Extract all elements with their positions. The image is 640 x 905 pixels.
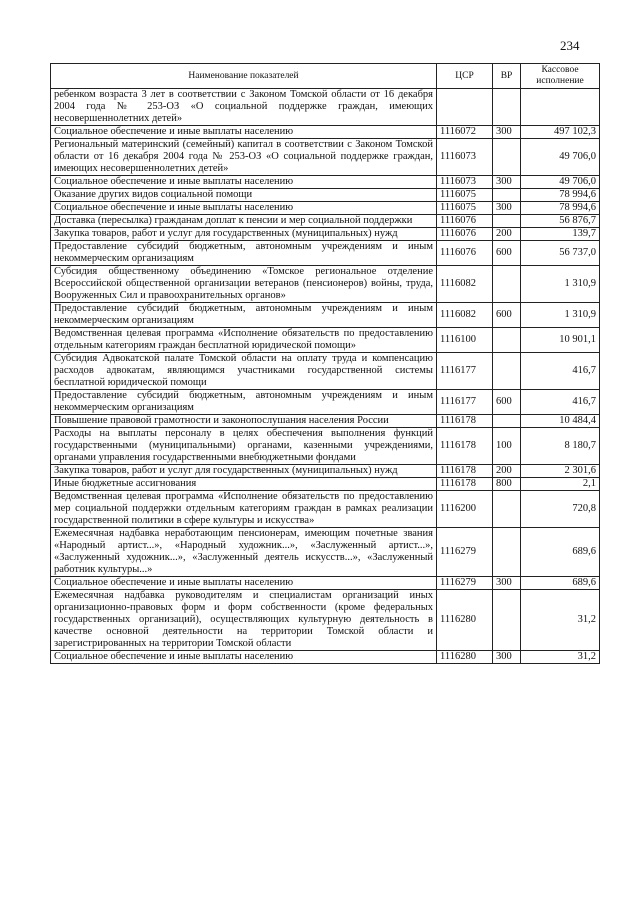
row-vr-cell: 800: [493, 478, 521, 491]
row-vr-cell: [493, 328, 521, 353]
row-vr-cell: 300: [493, 577, 521, 590]
row-name-cell: Социальное обеспечение и иные выплаты населению: [51, 577, 437, 590]
row-name-cell: Социальное обеспечение и иные выплаты населению: [51, 126, 437, 139]
row-vr-cell: 300: [493, 651, 521, 664]
row-csr-cell: 1116075: [437, 189, 493, 202]
row-vr-cell: 200: [493, 465, 521, 478]
row-amount-cell: 10 484,4: [521, 415, 600, 428]
table-row: [51, 241, 600, 266]
row-amount-cell: 56 876,7: [521, 215, 600, 228]
row-name-cell: Ведомственная целевая программа «Исполнение обязательств по предоставлению отдельным категориям граждан бесплатной юридической помощи»: [51, 328, 437, 353]
row-vr-cell: [493, 215, 521, 228]
row-vr-cell: [493, 415, 521, 428]
row-csr-cell: 1116075: [437, 202, 493, 215]
page-number: 234: [560, 38, 580, 53]
row-amount-cell: 416,7: [521, 353, 600, 390]
row-vr-cell: [493, 528, 521, 577]
row-amount-cell: 49 706,0: [521, 176, 600, 189]
table-row: [51, 215, 600, 228]
table-row: [51, 590, 600, 651]
row-csr-cell: 1116279: [437, 577, 493, 590]
table-row: [51, 126, 600, 139]
row-vr-cell: [493, 189, 521, 202]
row-name-cell: ребенком возраста 3 лет в соответствии с Законом Томской области от 16 декабря 2004 года № 253-ОЗ «О социальной поддержке граждан, имеющих несовершеннолетних детей»: [51, 89, 437, 126]
row-name-cell: Ежемесячная надбавка руководителям и специалистам организаций иных организационно-правовых форм и форм собственности (кроме федеральных государственных организаций), осуществляющих культурную деятельность в качестве основной деятельности на территории Томской области и зарегистрированных на территории Томской области: [51, 590, 437, 651]
row-vr-cell: 300: [493, 176, 521, 189]
table-body: [51, 89, 600, 664]
row-vr-cell: [493, 89, 521, 126]
row-name-cell: Закупка товаров, работ и услуг для государственных (муниципальных) нужд: [51, 228, 437, 241]
row-csr-cell: 1116178: [437, 478, 493, 491]
row-name-cell: Ведомственная целевая программа «Исполнение обязательств по предоставлению мер социальной поддержки отдельным категориям граждан в рамках реализации государственной политики в сфере культуры и искусства»: [51, 491, 437, 528]
row-vr-cell: 300: [493, 202, 521, 215]
header-vr: ВР: [493, 64, 521, 89]
header-csr: ЦСР: [437, 64, 493, 89]
row-vr-cell: [493, 353, 521, 390]
row-name-cell: Предоставление субсидий бюджетным, автономным учреждениям и иным некоммерческим организациям: [51, 241, 437, 266]
table-row: [51, 89, 600, 126]
table-row: [51, 228, 600, 241]
row-name-cell: Предоставление субсидий бюджетным, автономным учреждениям и иным некоммерческим организациям: [51, 303, 437, 328]
row-name-cell: Социальное обеспечение и иные выплаты населению: [51, 176, 437, 189]
table-row: [51, 176, 600, 189]
row-name-cell: Оказание других видов социальной помощи: [51, 189, 437, 202]
row-csr-cell: 1116178: [437, 428, 493, 465]
table-row: [51, 465, 600, 478]
row-csr-cell: 1116073: [437, 139, 493, 176]
table-row: [51, 328, 600, 353]
row-name-cell: Предоставление субсидий бюджетным, автономным учреждениям и иным некоммерческим организациям: [51, 390, 437, 415]
table-row: [51, 353, 600, 390]
table-row: [51, 390, 600, 415]
row-csr-cell: 1116178: [437, 465, 493, 478]
budget-table: [50, 63, 600, 664]
row-vr-cell: 600: [493, 241, 521, 266]
row-name-cell: Субсидия Адвокатской палате Томской области на оплату труда и компенсацию расходов адвокатам, являющимся участниками государственной системы бесплатной юридической помощи: [51, 353, 437, 390]
table-row: [51, 528, 600, 577]
row-vr-cell: 300: [493, 126, 521, 139]
table-header-row: [51, 64, 600, 89]
row-amount-cell: 78 994,6: [521, 189, 600, 202]
row-amount-cell: 139,7: [521, 228, 600, 241]
row-csr-cell: 1116076: [437, 228, 493, 241]
table-row: [51, 428, 600, 465]
row-csr-cell: 1116279: [437, 528, 493, 577]
row-name-cell: Повышение правовой грамотности и законопослушания населения России: [51, 415, 437, 428]
table-row: [51, 577, 600, 590]
row-amount-cell: 2 301,6: [521, 465, 600, 478]
table-row: [51, 478, 600, 491]
row-amount-cell: 10 901,1: [521, 328, 600, 353]
table-row: [51, 266, 600, 303]
row-csr-cell: 1116177: [437, 390, 493, 415]
table-row: [51, 202, 600, 215]
table-row: [51, 491, 600, 528]
row-vr-cell: [493, 491, 521, 528]
row-name-cell: Социальное обеспечение и иные выплаты населению: [51, 202, 437, 215]
row-vr-cell: [493, 266, 521, 303]
header-amount: Кассовое исполнение: [521, 64, 600, 89]
row-amount-cell: 1 310,9: [521, 303, 600, 328]
row-amount-cell: 49 706,0: [521, 139, 600, 176]
row-csr-cell: 1116082: [437, 303, 493, 328]
row-csr-cell: 1116177: [437, 353, 493, 390]
table-row: [51, 415, 600, 428]
row-vr-cell: 600: [493, 303, 521, 328]
row-vr-cell: 100: [493, 428, 521, 465]
row-csr-cell: [437, 89, 493, 126]
row-csr-cell: 1116280: [437, 651, 493, 664]
row-amount-cell: [521, 89, 600, 126]
table-row: [51, 139, 600, 176]
row-amount-cell: 497 102,3: [521, 126, 600, 139]
row-name-cell: Иные бюджетные ассигнования: [51, 478, 437, 491]
row-csr-cell: 1116200: [437, 491, 493, 528]
row-amount-cell: 1 310,9: [521, 266, 600, 303]
row-vr-cell: [493, 139, 521, 176]
row-csr-cell: 1116178: [437, 415, 493, 428]
row-amount-cell: 56 737,0: [521, 241, 600, 266]
row-name-cell: Расходы на выплаты персоналу в целях обеспечения выполнения функций государственными (муниципальными) органами, казенными учреждениями, органами управления государственными внебюджетными фондами: [51, 428, 437, 465]
table-row: [51, 189, 600, 202]
row-vr-cell: [493, 590, 521, 651]
row-csr-cell: 1116082: [437, 266, 493, 303]
table-row: [51, 651, 600, 664]
row-csr-cell: 1116072: [437, 126, 493, 139]
row-amount-cell: 31,2: [521, 590, 600, 651]
row-name-cell: Социальное обеспечение и иные выплаты населению: [51, 651, 437, 664]
row-csr-cell: 1116100: [437, 328, 493, 353]
row-name-cell: Региональный материнский (семейный) капитал в соответствии с Законом Томской области от 16 декабря 2004 года № 253-ОЗ «О социальной поддержке граждан, имеющих несовершеннолетних детей»: [51, 139, 437, 176]
row-amount-cell: 8 180,7: [521, 428, 600, 465]
row-amount-cell: 416,7: [521, 390, 600, 415]
row-csr-cell: 1116073: [437, 176, 493, 189]
row-amount-cell: 720,8: [521, 491, 600, 528]
row-amount-cell: 2,1: [521, 478, 600, 491]
row-csr-cell: 1116076: [437, 215, 493, 228]
row-name-cell: Ежемесячная надбавка неработающим пенсионерам, имеющим почетные звания «Народный артист...», «Народный художник...», «Заслуженный артист...», «Заслуженный художник...», «Заслуженный деятель искусств...», «Заслуженный работник культуры...»: [51, 528, 437, 577]
row-amount-cell: 689,6: [521, 577, 600, 590]
row-amount-cell: 78 994,6: [521, 202, 600, 215]
row-vr-cell: 600: [493, 390, 521, 415]
row-amount-cell: 31,2: [521, 651, 600, 664]
row-name-cell: Субсидия общественному объединению «Томское региональное отделение Всероссийской общественной организации ветеранов (пенсионеров) войны, труда, Вооруженных Сил и правоохранительных органов»: [51, 266, 437, 303]
row-amount-cell: 689,6: [521, 528, 600, 577]
row-csr-cell: 1116280: [437, 590, 493, 651]
row-name-cell: Закупка товаров, работ и услуг для государственных (муниципальных) нужд: [51, 465, 437, 478]
row-csr-cell: 1116076: [437, 241, 493, 266]
table-row: [51, 303, 600, 328]
row-name-cell: Доставка (пересылка) гражданам доплат к пенсии и мер социальной поддержки: [51, 215, 437, 228]
header-name: Наименование показателей: [51, 64, 437, 89]
row-vr-cell: 200: [493, 228, 521, 241]
